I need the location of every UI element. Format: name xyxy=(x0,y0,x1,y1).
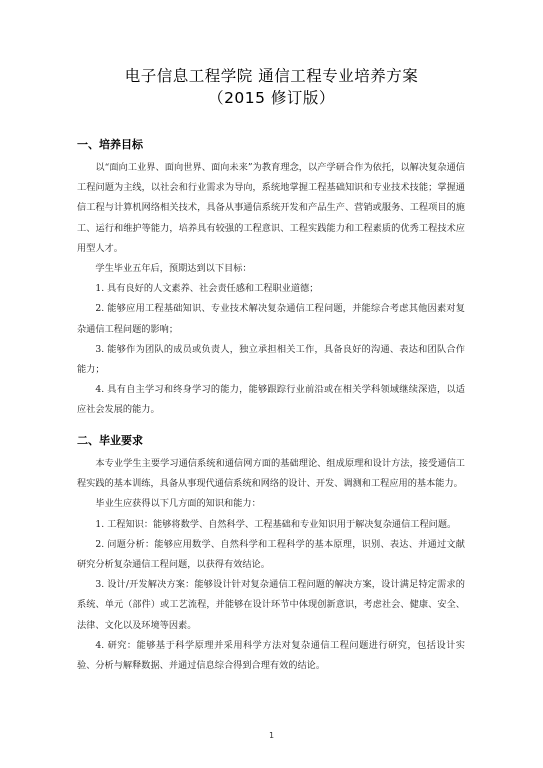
section-heading-requirements: 二、毕业要求 xyxy=(77,434,143,447)
list-item: 2. 问题分析：能够应用数学、自然科学和工程科学的基本原理，识别、表达、并通过文献研究分析复杂通信工程问题，以获得有效结论。 xyxy=(77,538,465,571)
list-item: 4. 具有自主学习和终身学习的能力，能够跟踪行业前沿或在相关学科领域继续深造，以适应社会发展的能力。 xyxy=(77,384,465,416)
document-subtitle: （2015 修订版） xyxy=(208,89,335,107)
section-body-objectives xyxy=(77,158,465,421)
list-item: 3. 设计/开发解决方案：能够设计针对复杂通信工程问题的解决方案，设计满足特定需求的系统、单元（部件）或工艺流程，并能够在设计环节中体现创新意识，考虑社会、健康、安全、法律、文化以及环境等因素。 xyxy=(77,579,465,631)
document-title: 电子信息工程学院 通信工程专业培养方案 xyxy=(124,67,419,85)
list-item: 1. 工程知识：能够将数学、自然科学、工程基础和专业知识用于解决复杂通信工程问题。 xyxy=(95,518,457,530)
list-item: 1. 具有良好的人文素养、社会责任感和工程职业道德； xyxy=(95,283,319,295)
paragraph: 学生毕业五年后，预期达到以下目标： xyxy=(95,263,252,275)
section-body-requirements xyxy=(77,454,465,676)
list-item: 2. 能够应用工程基础知识、专业技术解决复杂通信工程问题，并能综合考虑其他因素对复杂通信工程问题的影响； xyxy=(77,303,465,335)
page-number: 1 xyxy=(268,731,275,740)
list-item: 3. 能够作为团队的成员或负责人，独立承担相关工作，具备良好的沟通、表达和团队合作能力； xyxy=(77,343,465,376)
section-heading-objectives: 一、培养目标 xyxy=(77,138,143,151)
paragraph: 本专业学生主要学习通信系统和通信网方面的基础理论、组成原理和设计方法，接受通信工程实践的基本训练，具备从事现代通信系统和网络的设计、开发、调测和工程应用的基本能力。 xyxy=(77,458,465,490)
paragraph: 以“面向工业界、面向世界、面向未来”为教育理念，以产学研合作为依托，以解决复杂通信工程问题为主线，以社会和行业需求为导向，系统地掌握工程基础知识和专业技术技能；掌握通信工程与计算机网络相关技术，具备从事通信系统开发和产品生产、营销或服务、工程项目的施工、运行和维护等能力，培养具有较强的工程意识、工程实践能力和工程素质的优秀工程技术应用型人才。 xyxy=(77,162,465,254)
paragraph: 毕业生应获得以下几方面的知识和能力： xyxy=(95,498,261,510)
list-item: 4. 研究：能够基于科学原理并采用科学方法对复杂通信工程问题进行研究，包括设计实验、分析与解释数据、并通过信息综合得到合理有效的结论。 xyxy=(77,639,465,672)
